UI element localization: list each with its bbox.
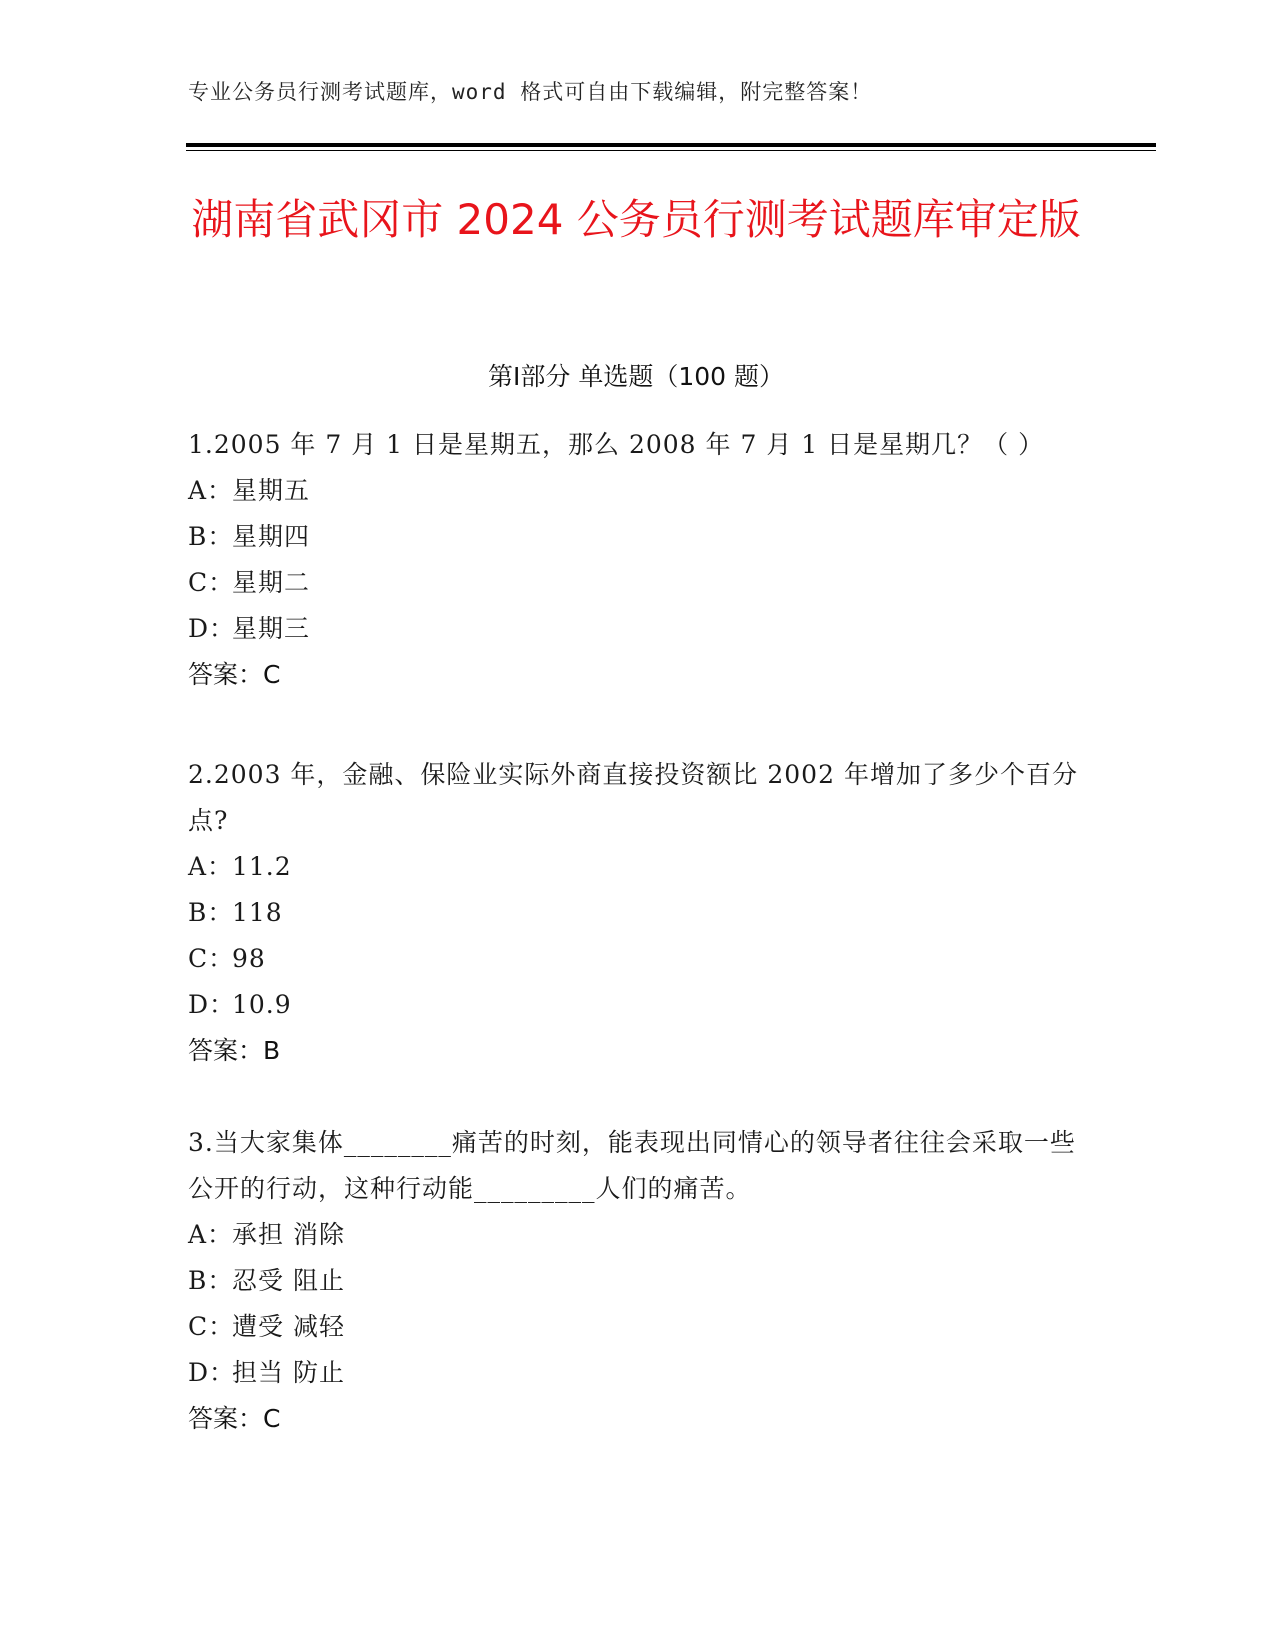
option-letter: C：: [188, 1312, 235, 1341]
option-letter: B：: [188, 898, 234, 927]
question-3: [188, 1120, 1088, 1442]
option-b: [188, 1258, 1088, 1304]
option-b: [188, 890, 1088, 936]
answer: 答案：C: [188, 660, 281, 689]
question-text: 1.2005 年 7 月 1 日是星期五，那么 2008 年 7 月 1 日是星期几？（ ）: [188, 430, 1045, 459]
option-d: [188, 1350, 1088, 1396]
option-d: [188, 606, 1088, 652]
option-text: 星期四: [232, 522, 311, 551]
document-title: 湖南省武冈市 2024 公务员行测考试题库审定版: [191, 195, 1081, 244]
option-letter: C：: [188, 568, 235, 597]
option-d: [188, 982, 1088, 1028]
option-letter: D：: [188, 614, 236, 643]
header-divider-thick: [186, 143, 1156, 147]
answer: 答案：C: [188, 1404, 281, 1433]
option-letter: D：: [188, 990, 236, 1019]
question-text: 2.2003 年，金融、保险业实际外商直接投资额比 2002 年增加了多少个百分点?: [188, 760, 1078, 835]
option-a: [188, 1212, 1088, 1258]
option-text: 忍受 阻止: [232, 1266, 345, 1295]
header-note: 专业公务员行测考试题库，word 格式可自由下载编辑，附完整答案！: [188, 80, 873, 104]
option-letter: B：: [188, 522, 234, 551]
option-letter: A：: [188, 476, 234, 505]
section-title: 第Ⅰ部分 单选题（100 题）: [488, 362, 784, 391]
option-text: 11.2: [232, 852, 292, 881]
option-text: 118: [232, 898, 283, 927]
option-text: 10.9: [232, 990, 292, 1019]
option-letter: B：: [188, 1266, 234, 1295]
option-text: 担当 防止: [232, 1358, 345, 1387]
option-text: 遭受 减轻: [232, 1312, 345, 1341]
option-text: 星期三: [232, 614, 311, 643]
option-letter: A：: [188, 852, 234, 881]
option-letter: D：: [188, 1358, 236, 1387]
option-letter: A：: [188, 1220, 234, 1249]
option-a: [188, 468, 1088, 514]
option-text: 98: [232, 944, 266, 973]
question-1: [188, 422, 1088, 698]
answer: 答案：B: [188, 1036, 281, 1065]
option-text: 星期五: [232, 476, 311, 505]
option-c: [188, 560, 1088, 606]
option-letter: C：: [188, 944, 235, 973]
option-c: [188, 936, 1088, 982]
question-text: 3.当大家集体________痛苦的时刻，能表现出同情心的领导者往往会采取一些公开的行动，这种行动能_________人们的痛苦。: [188, 1128, 1076, 1203]
option-c: [188, 1304, 1088, 1350]
option-text: 承担 消除: [232, 1220, 345, 1249]
option-text: 星期二: [232, 568, 311, 597]
option-b: [188, 514, 1088, 560]
header-divider-thin: [186, 150, 1156, 151]
question-2: [188, 752, 1088, 1074]
option-a: [188, 844, 1088, 890]
